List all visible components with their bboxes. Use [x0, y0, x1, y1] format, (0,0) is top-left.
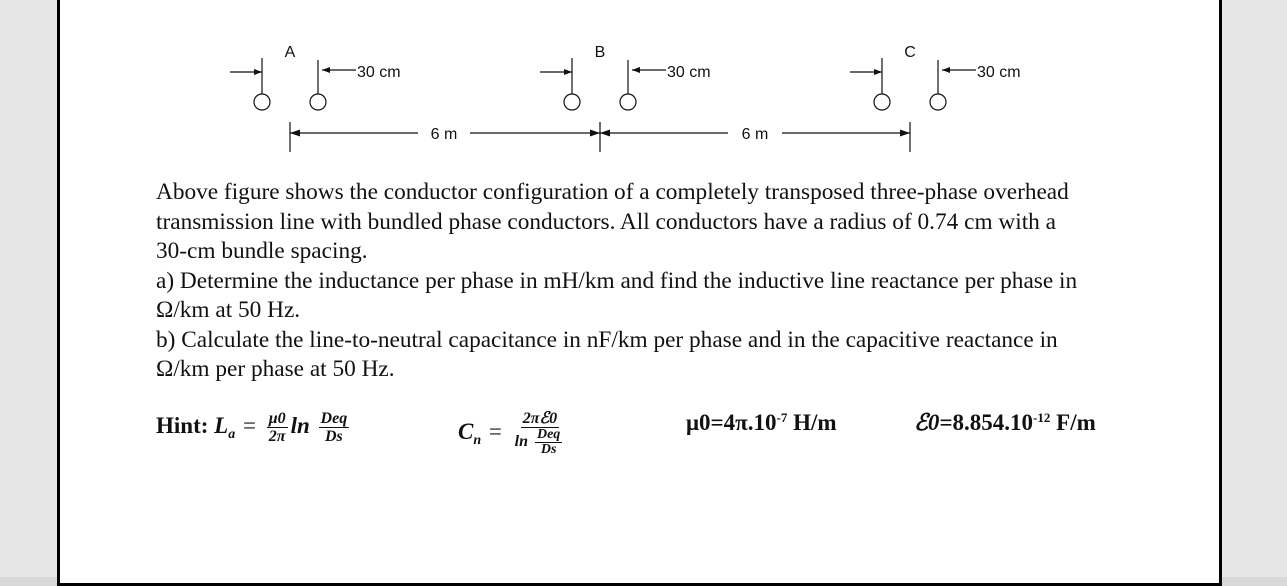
capacitance-hint-formula: [458, 410, 570, 485]
problem-line: 30-cm bundle spacing.: [156, 238, 368, 264]
inductance-hint-formula: [156, 410, 352, 485]
mu0-unit: H/m: [787, 410, 837, 435]
arrowhead: [874, 69, 882, 75]
conductor-right: [930, 94, 946, 110]
problem-line: transmission line with bundled phase conductors. All conductors have a radius of 0.74 cm with a: [156, 208, 1056, 235]
fraction-denominator: [513, 428, 568, 457]
dimension-arrow-c: [900, 130, 910, 137]
epsilon0-exponent: -12: [1033, 410, 1051, 425]
problem-line: a) Determine the inductance per phase in mH/km and find the inductive line reactance per phase in: [156, 267, 1078, 294]
inductance-symbol: L: [214, 412, 229, 438]
problem-line: Above figure shows the conductor configuration of a completely transposed three-phase overhead: [156, 179, 1069, 205]
fraction-numerator: μ0: [268, 410, 286, 427]
arrowhead: [322, 67, 330, 73]
fraction-numerator: Deq: [320, 410, 348, 427]
capacitance-fraction: [513, 410, 568, 457]
dimension-arrow-a: [290, 130, 300, 137]
arrowhead: [632, 67, 640, 73]
mu0-value: =4π.10: [710, 410, 777, 435]
capacitance-symbol: C: [458, 418, 474, 444]
mu0-constant: [686, 410, 837, 485]
arrowhead: [942, 67, 950, 73]
mu0-exponent: -7: [776, 410, 788, 425]
arrowhead: [254, 69, 262, 75]
epsilon0-symbol: ℰ0: [914, 410, 940, 435]
problem-line: Ω/km at 50 Hz.: [156, 297, 301, 323]
phase-label-a: A: [284, 44, 296, 61]
bundle-spacing-label: 30 cm: [667, 64, 711, 81]
fraction-numerator: Deq: [536, 427, 561, 442]
distance-label-bc: 6 m: [741, 126, 769, 143]
phase-group-a: [230, 58, 356, 110]
phase-label-c: C: [904, 44, 916, 61]
phase-group-b: [540, 58, 666, 110]
problem-line: b) Calculate the line-to-neutral capacitance in nF/km per phase and in the capacitive reactance in: [156, 326, 1058, 353]
ln-function: ln: [290, 412, 310, 438]
conductor-right: [620, 94, 636, 110]
fraction-denominator: Ds: [540, 442, 557, 457]
problem-line: Ω/km per phase at 50 Hz.: [156, 356, 395, 382]
mu0-symbol: μ0: [686, 410, 711, 435]
conductor-left: [564, 94, 580, 110]
bundle-spacing-label: 30 cm: [357, 64, 401, 81]
conductor-configuration-figure: [0, 0, 1287, 170]
deq-over-ds-fraction: [319, 410, 350, 445]
conductor-left: [254, 94, 270, 110]
epsilon0-value: =8.854.10: [939, 410, 1034, 435]
arrowhead: [564, 69, 572, 75]
capacitance-subscript: n: [473, 432, 482, 448]
deq-over-ds-fraction: [535, 428, 562, 457]
phase-group-c: [850, 58, 976, 110]
fraction-numerator: 2πℰ0: [522, 410, 558, 427]
phase-label-b: B: [594, 44, 606, 61]
equals-sign: =: [242, 412, 256, 438]
mu0-over-2pi-fraction: [267, 410, 288, 445]
fraction-denominator: 2π: [268, 428, 286, 445]
distance-label-ab: 6 m: [430, 126, 458, 143]
problem-statement: [156, 178, 1181, 385]
epsilon0-unit: F/m: [1050, 410, 1096, 435]
dimension-arrow-b-left: [590, 130, 600, 137]
epsilon0-constant: [914, 410, 1096, 485]
fraction-denominator: Ds: [324, 428, 343, 445]
dimension-arrow-b-right: [600, 130, 610, 137]
hint-label: Hint:: [156, 412, 209, 438]
equals-sign: =: [488, 418, 502, 444]
conductor-left: [874, 94, 890, 110]
conductor-right: [310, 94, 326, 110]
inductance-subscript: a: [228, 426, 236, 442]
ln-function: ln: [514, 433, 528, 451]
bundle-spacing-label: 30 cm: [977, 64, 1021, 81]
